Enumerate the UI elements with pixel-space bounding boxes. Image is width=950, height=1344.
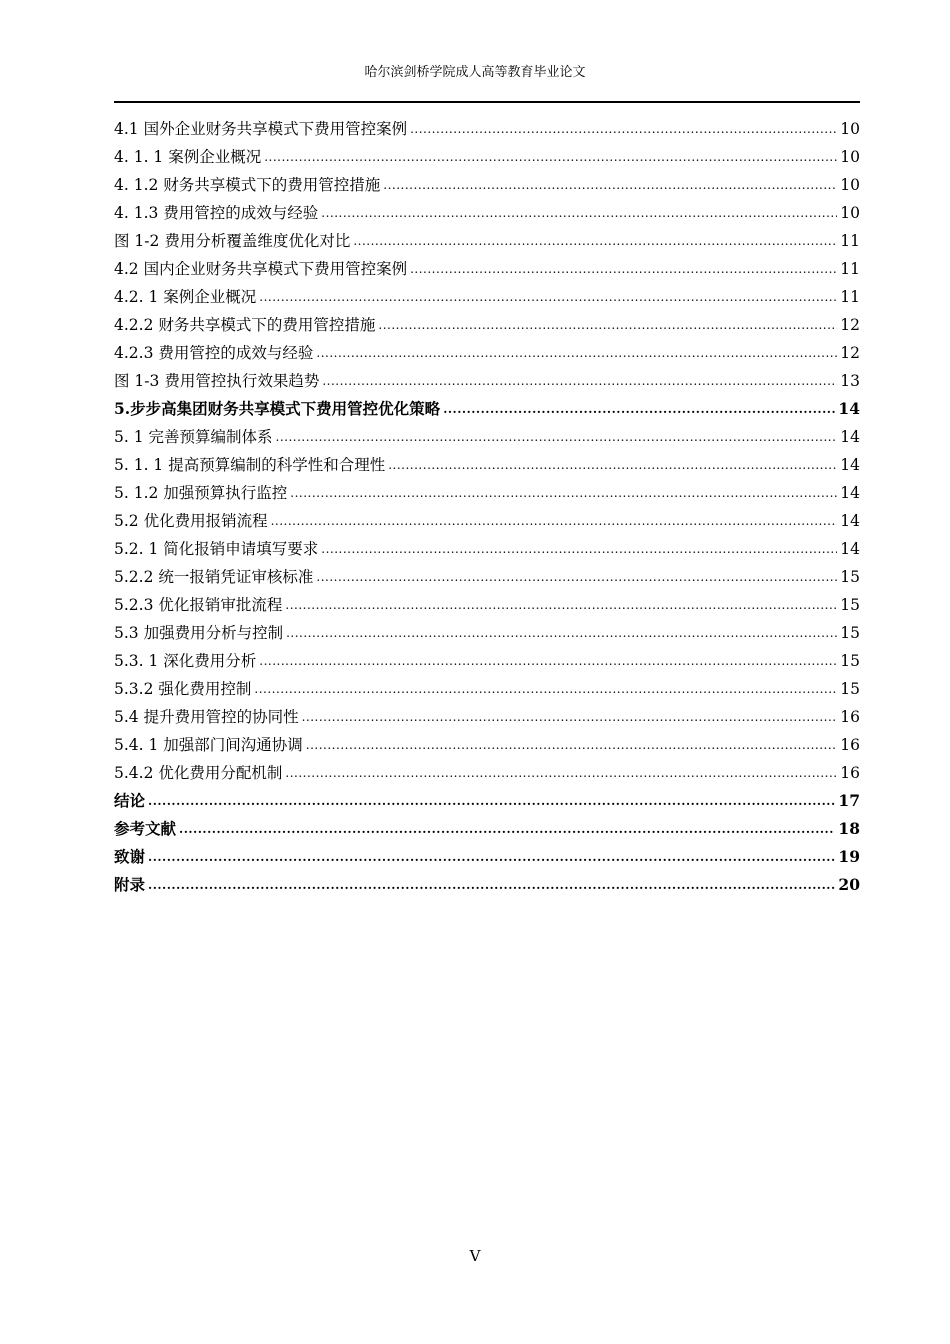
toc-entry-page: 17 bbox=[838, 791, 860, 810]
toc-entry-title: 4. 1.3 费用管控的成效与经验 bbox=[114, 204, 319, 222]
toc-dot-leader bbox=[148, 870, 835, 899]
toc-entry-page: 11 bbox=[840, 288, 860, 306]
toc-entry-title: 参考文献 bbox=[114, 819, 177, 838]
toc-entry[interactable] bbox=[114, 871, 860, 899]
toc-dot-leader bbox=[306, 730, 837, 759]
toc-entry-page: 14 bbox=[840, 540, 860, 558]
toc-entry-page: 10 bbox=[840, 204, 860, 222]
toc-entry[interactable] bbox=[114, 479, 860, 507]
toc-dot-leader bbox=[290, 478, 837, 507]
toc-entry-page: 10 bbox=[840, 148, 860, 166]
toc-entry-title: 5.2 优化费用报销流程 bbox=[114, 512, 268, 530]
toc-entry-page: 16 bbox=[840, 764, 860, 782]
toc-dot-leader bbox=[285, 590, 837, 619]
toc-entry[interactable] bbox=[114, 143, 860, 171]
toc-entry-title: 5.2.2 统一报销凭证审核标准 bbox=[114, 568, 314, 586]
toc-dot-leader bbox=[316, 562, 837, 591]
toc-entry[interactable] bbox=[114, 703, 860, 731]
toc-entry-title: 4. 1. 1 案例企业概况 bbox=[114, 148, 262, 166]
toc-entry-title: 附录 bbox=[114, 875, 146, 894]
toc-entry-title: 5.4. 1 加强部门间沟通协调 bbox=[114, 736, 303, 754]
toc-dot-leader bbox=[353, 226, 837, 255]
page-number: V bbox=[469, 1247, 481, 1265]
toc-entry-title: 5.4.2 优化费用分配机制 bbox=[114, 764, 283, 782]
toc-entry[interactable] bbox=[114, 619, 860, 647]
toc-entry-title: 图 1-3 费用管控执行效果趋势 bbox=[114, 372, 320, 390]
toc-entry[interactable] bbox=[114, 451, 860, 479]
toc-dot-leader bbox=[254, 674, 837, 703]
toc-entry[interactable] bbox=[114, 199, 860, 227]
toc-dot-leader bbox=[388, 450, 837, 479]
toc-entry-page: 14 bbox=[840, 428, 860, 446]
toc-entry-title: 5.3. 1 深化费用分析 bbox=[114, 652, 257, 670]
toc-entry-title: 4.1 国外企业财务共享模式下费用管控案例 bbox=[114, 120, 408, 138]
toc-entry-page: 13 bbox=[840, 372, 860, 390]
toc-entry[interactable] bbox=[114, 227, 860, 255]
toc-entry-page: 14 bbox=[840, 512, 860, 530]
toc-entry-page: 19 bbox=[838, 847, 860, 866]
toc-dot-leader bbox=[410, 114, 837, 143]
toc-entry[interactable] bbox=[114, 507, 860, 535]
toc-dot-leader bbox=[321, 534, 837, 563]
toc-entry-title: 5.步步高集团财务共享模式下费用管控优化策略 bbox=[114, 399, 441, 418]
toc-dot-leader bbox=[302, 702, 838, 731]
toc-dot-leader bbox=[316, 338, 837, 367]
toc-entry[interactable] bbox=[114, 115, 860, 143]
toc-entry-page: 11 bbox=[840, 232, 860, 250]
toc-entry-page: 14 bbox=[840, 484, 860, 502]
toc-entry-page: 11 bbox=[840, 260, 860, 278]
toc-entry[interactable] bbox=[114, 563, 860, 591]
toc-entry-title: 5.4 提升费用管控的协同性 bbox=[114, 708, 299, 726]
toc-dot-leader bbox=[276, 422, 838, 451]
toc-entry-page: 14 bbox=[840, 456, 860, 474]
toc-entry[interactable] bbox=[114, 647, 860, 675]
toc-entry-title: 4.2 国内企业财务共享模式下费用管控案例 bbox=[114, 260, 408, 278]
toc-entry[interactable] bbox=[114, 311, 860, 339]
toc-dot-leader bbox=[271, 506, 838, 535]
toc-entry[interactable] bbox=[114, 787, 860, 815]
toc-entry-title: 5.2. 1 简化报销申请填写要求 bbox=[114, 540, 319, 558]
toc-entry-page: 10 bbox=[840, 176, 860, 194]
toc-entry-title: 5. 1.2 加强预算执行监控 bbox=[114, 484, 288, 502]
table-of-contents bbox=[114, 115, 860, 899]
toc-entry[interactable] bbox=[114, 591, 860, 619]
toc-entry[interactable] bbox=[114, 675, 860, 703]
toc-dot-leader bbox=[179, 814, 835, 843]
toc-entry[interactable] bbox=[114, 283, 860, 311]
page-header: 哈尔滨剑桥学院成人高等教育毕业论文 bbox=[364, 65, 586, 80]
toc-dot-leader bbox=[286, 618, 837, 647]
toc-entry-title: 5. 1 完善预算编制体系 bbox=[114, 428, 273, 446]
toc-dot-leader bbox=[259, 646, 837, 675]
toc-entry-title: 4.2.3 费用管控的成效与经验 bbox=[114, 344, 314, 362]
toc-entry-page: 15 bbox=[840, 568, 860, 586]
toc-entry-title: 4.2. 1 案例企业概况 bbox=[114, 288, 257, 306]
toc-entry[interactable] bbox=[114, 171, 860, 199]
toc-dot-leader bbox=[285, 758, 837, 787]
toc-entry-page: 15 bbox=[840, 596, 860, 614]
toc-entry-title: 5.3 加强费用分析与控制 bbox=[114, 624, 284, 642]
toc-entry[interactable] bbox=[114, 423, 860, 451]
toc-entry-page: 15 bbox=[840, 652, 860, 670]
toc-entry-title: 图 1-2 费用分析覆盖维度优化对比 bbox=[114, 232, 351, 250]
toc-entry-title: 4. 1.2 财务共享模式下的费用管控措施 bbox=[114, 176, 381, 194]
toc-entry-title: 5.3.2 强化费用控制 bbox=[114, 680, 252, 698]
toc-entry-title: 致谢 bbox=[114, 847, 146, 866]
toc-entry-page: 12 bbox=[840, 344, 860, 362]
toc-entry-title: 结论 bbox=[114, 791, 146, 810]
toc-entry-title: 4.2.2 财务共享模式下的费用管控措施 bbox=[114, 316, 376, 334]
toc-entry-title: 5.2.3 优化报销审批流程 bbox=[114, 596, 283, 614]
toc-dot-leader bbox=[378, 310, 837, 339]
toc-dot-leader bbox=[148, 786, 835, 815]
toc-dot-leader bbox=[443, 394, 835, 423]
toc-entry[interactable] bbox=[114, 395, 860, 423]
toc-entry-page: 15 bbox=[840, 624, 860, 642]
toc-entry-page: 15 bbox=[840, 680, 860, 698]
toc-entry-page: 18 bbox=[838, 819, 860, 838]
toc-dot-leader bbox=[383, 170, 837, 199]
toc-entry-page: 16 bbox=[840, 736, 860, 754]
toc-entry[interactable] bbox=[114, 255, 860, 283]
toc-dot-leader bbox=[322, 366, 837, 395]
toc-entry[interactable] bbox=[114, 815, 860, 843]
toc-dot-leader bbox=[148, 842, 835, 871]
toc-dot-leader bbox=[259, 282, 837, 311]
toc-entry-title: 5. 1. 1 提高预算编制的科学性和合理性 bbox=[114, 456, 386, 474]
toc-entry[interactable] bbox=[114, 759, 860, 787]
toc-entry[interactable] bbox=[114, 535, 860, 563]
toc-dot-leader bbox=[410, 254, 837, 283]
toc-entry[interactable] bbox=[114, 843, 860, 871]
toc-dot-leader bbox=[321, 198, 837, 227]
header-rule bbox=[114, 101, 860, 103]
toc-dot-leader bbox=[264, 142, 837, 171]
toc-entry[interactable] bbox=[114, 339, 860, 367]
toc-entry-page: 10 bbox=[840, 120, 860, 138]
toc-entry-page: 20 bbox=[838, 875, 860, 894]
toc-entry-page: 12 bbox=[840, 316, 860, 334]
toc-entry[interactable] bbox=[114, 367, 860, 395]
toc-entry[interactable] bbox=[114, 731, 860, 759]
toc-entry-page: 14 bbox=[838, 399, 860, 418]
toc-entry-page: 16 bbox=[840, 708, 860, 726]
